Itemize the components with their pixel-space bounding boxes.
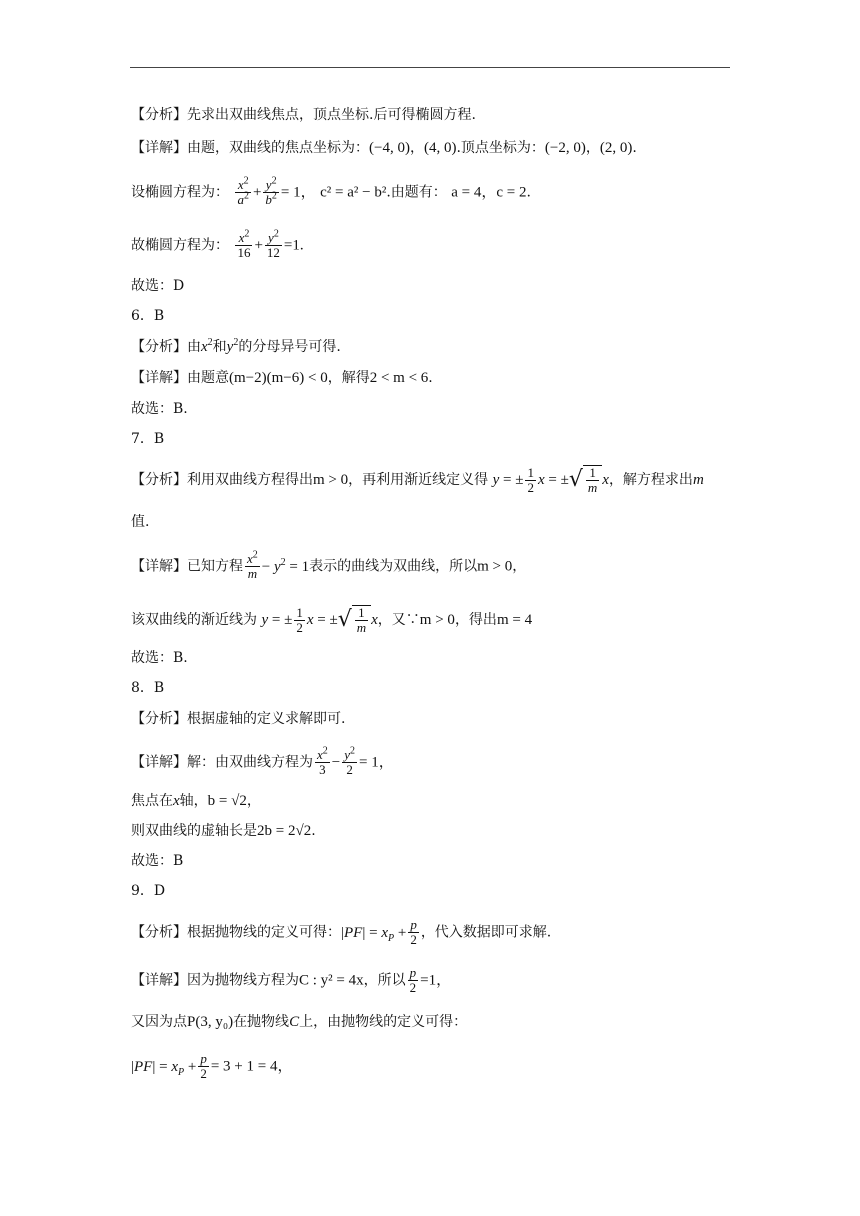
fraction: $\frac{y^2}{2}$ — [344, 745, 356, 777]
detail-7-b: 该双曲线的渐近线为 y = ± $\frac{1}{2}$ x = ±√ $\frac{1}{m}$ x，又∵m > 0，得出m = 4 — [131, 604, 533, 635]
detail-9-c: $|PF| = x_P$ + $\frac{p}{2}$ = 3 + 1 = 4， — [131, 1051, 293, 1081]
detail-5-ellipse-result: 故椭圆方程为： $\frac{x^2}{16}$ + $\frac{y^2}{12}$ =1. — [131, 228, 304, 260]
answer-6: 故选：B. — [131, 401, 188, 417]
analysis-6: 【分析】由$x^2$和$y^2$的分母异号可得. — [131, 337, 341, 355]
question-9-number: 9．D — [131, 883, 166, 899]
answer-8: 故选：B — [131, 853, 184, 869]
question-7-number: 7．B — [131, 431, 165, 447]
analysis-9: 【分析】根据抛物线的定义可得：$|PF| = x_P$ + $\frac{p}{2}$ ，代入数据即可求解. — [131, 917, 552, 947]
fraction: $\frac{y^2}{12}$ — [266, 228, 280, 260]
detail-7-a: 【详解】已知方程 $\frac{x^2}{m}$ − $y^2 = 1$表示的曲线为双曲线，所以m > 0， — [131, 549, 527, 581]
analysis-8: 【分析】根据虚轴的定义求解即可. — [131, 711, 346, 727]
detail-5-foci: 【详解】由题，双曲线的焦点坐标为：(−4, 0)，(4, 0).顶点坐标为：(−2, 0)，(2, 0). — [131, 140, 637, 156]
detail-8-b: 焦点在x轴，b = √2， — [131, 793, 261, 809]
fraction: $\frac{1}{2}$ — [296, 604, 303, 635]
detail-9-a: 【详解】因为抛物线方程为C : y² = 4x，所以 $\frac{p}{2}$ =1， — [131, 965, 452, 995]
detail-9-b: 又因为点P(3, y₀)在抛物线C上，由抛物线的定义可得： — [131, 1014, 468, 1030]
fraction: $\frac{1}{2}$ — [527, 464, 534, 495]
fraction: $\frac{p}{2}$ — [410, 917, 417, 947]
sqrt: √ $\frac{1}{m}$ — [338, 605, 371, 635]
fraction: $\frac{x^2}{16}$ — [237, 228, 251, 260]
fraction: $\frac{y^2}{b^2}$ — [265, 175, 277, 207]
sqrt: √ $\frac{1}{m}$ — [569, 465, 602, 495]
fraction: $\frac{x^2}{m}$ — [247, 549, 258, 581]
detail-5-ellipse-setup: 设椭圆方程为： $\frac{x^2}{a^2}$ + $\frac{y^2}{b^2}$ = 1， c² = a² − b².由题有： a = 4，c = 2. — [131, 175, 531, 207]
analysis-7: 【分析】利用双曲线方程得出m > 0，再利用渐近线定义得 y = ± $\frac{1}{2}$ x = ±√ $\frac{1}{m}$ x，解方程求出m — [131, 464, 704, 495]
analysis-7-cont: 值. — [131, 514, 150, 530]
fraction: $\frac{x^2}{3}$ — [317, 745, 328, 777]
header-rule — [130, 67, 730, 68]
fraction: $\frac{x^2}{a^2}$ — [237, 175, 249, 207]
answer-5: 故选：D — [131, 278, 185, 294]
question-8-number: 8．B — [131, 680, 165, 696]
detail-8-a: 【详解】解：由双曲线方程为 $\frac{x^2}{3}$ − $\frac{y^2}{2}$ = 1， — [131, 745, 394, 777]
answer-7: 故选：B. — [131, 650, 188, 666]
fraction: $\frac{p}{2}$ — [409, 965, 417, 995]
detail-8-c: 则双曲线的虚轴长是2b = 2√2. — [131, 823, 316, 839]
detail-6: 【详解】由题意(m−2)(m−6) < 0，解得2 < m < 6. — [131, 370, 433, 386]
analysis-5: 【分析】先求出双曲线焦点，顶点坐标.后可得椭圆方程. — [131, 107, 476, 123]
fraction: $\frac{p}{2}$ — [200, 1051, 207, 1081]
question-6-number: 6．B — [131, 308, 165, 324]
